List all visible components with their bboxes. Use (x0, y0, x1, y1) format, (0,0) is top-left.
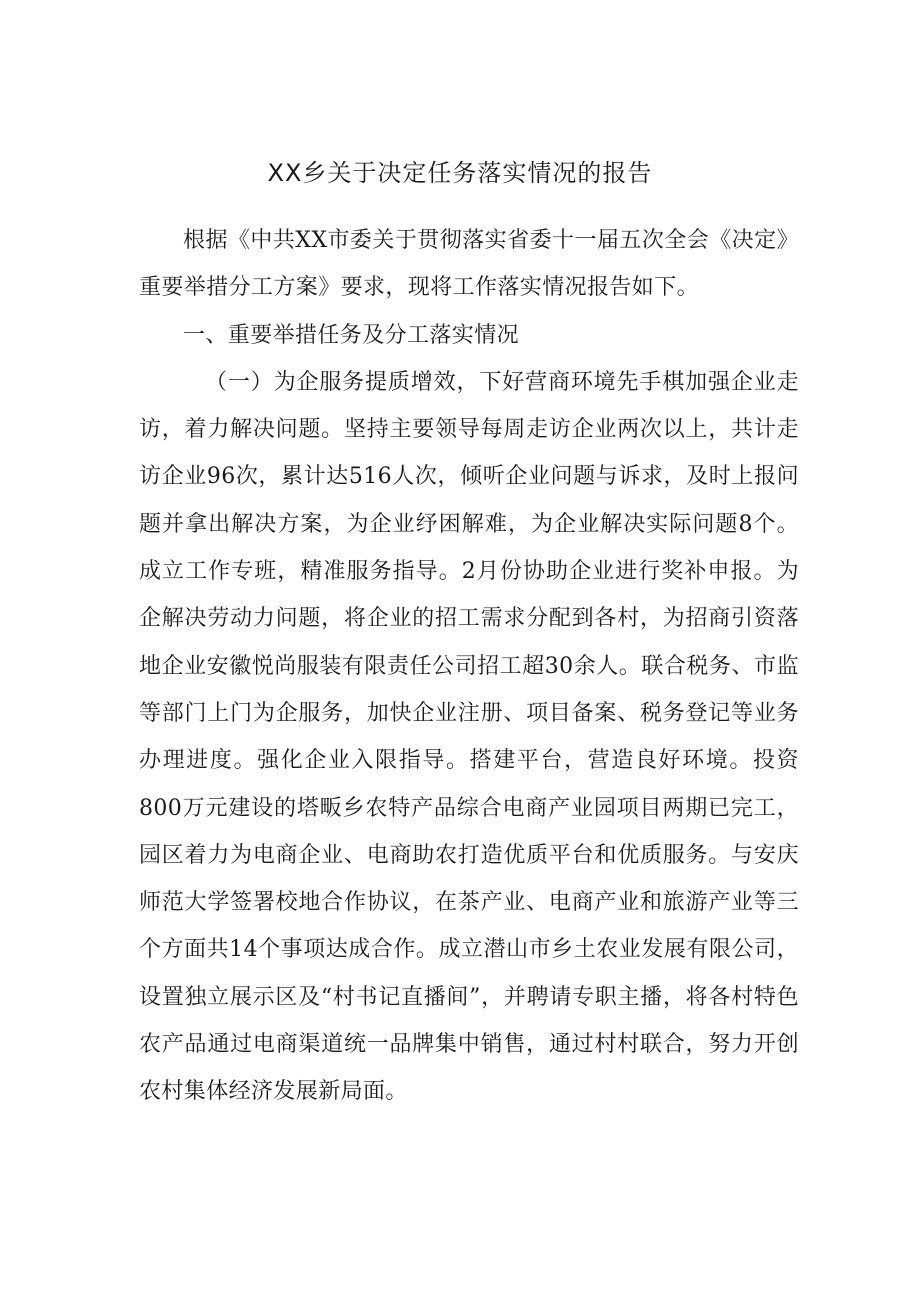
document-title: XX乡关于决定任务落实情况的报告 (267, 159, 653, 187)
subsection-paragraph: （一）为企服务提质增效，下好营商环境先手棋加强企业走访，着力解决问题。坚持主要领导每周走访企业两次以上，共计走访企业96次，累计达516人次，倾听企业问题与诉求，及时上报问题并拿出解决方案，为企业纾困解难，为企业解决实际问题8个。成立工作专班，精准服务指导。2月份协助企业进行奖补申报。为企解决劳动力问题，将企业的招工需求分配到各村，为招商引资落地企业安徽悦尚服装有限责任公司招工超30余人。联合税务、市监等部门上门为企服务，加快企业注册、项目备案、税务登记等业务办理进度。强化企业入限指导。搭建平台，营造良好环境。投资800万元建设的塔畈乡农特产品综合电商产业园项目两期已完工，园区着力为电商企业、电商助农打造优质平台和优质服务。与安庆师范大学签署校地合作协议，在茶产业、电商产业和旅游产业等三个方面共14个事项达成合作。成立潜山市乡土农业发展有限公司，设置独立展示区及“村书记直播间”，并聘请专职主播，将各村特色农产品通过电商渠道统一品牌集中销售，通过村村联合，努力开创农村集体经济发展新局面。 (139, 369, 799, 1105)
section-heading: 一、重要举措任务及分工落实情况 (183, 322, 520, 348)
document-body (139, 217, 799, 1116)
intro-paragraph: 根据《中共XX市委关于贯彻落实省委十一届五次全会《决定》重要举措分工方案》要求，现将工作落实情况报告如下。 (139, 228, 799, 301)
